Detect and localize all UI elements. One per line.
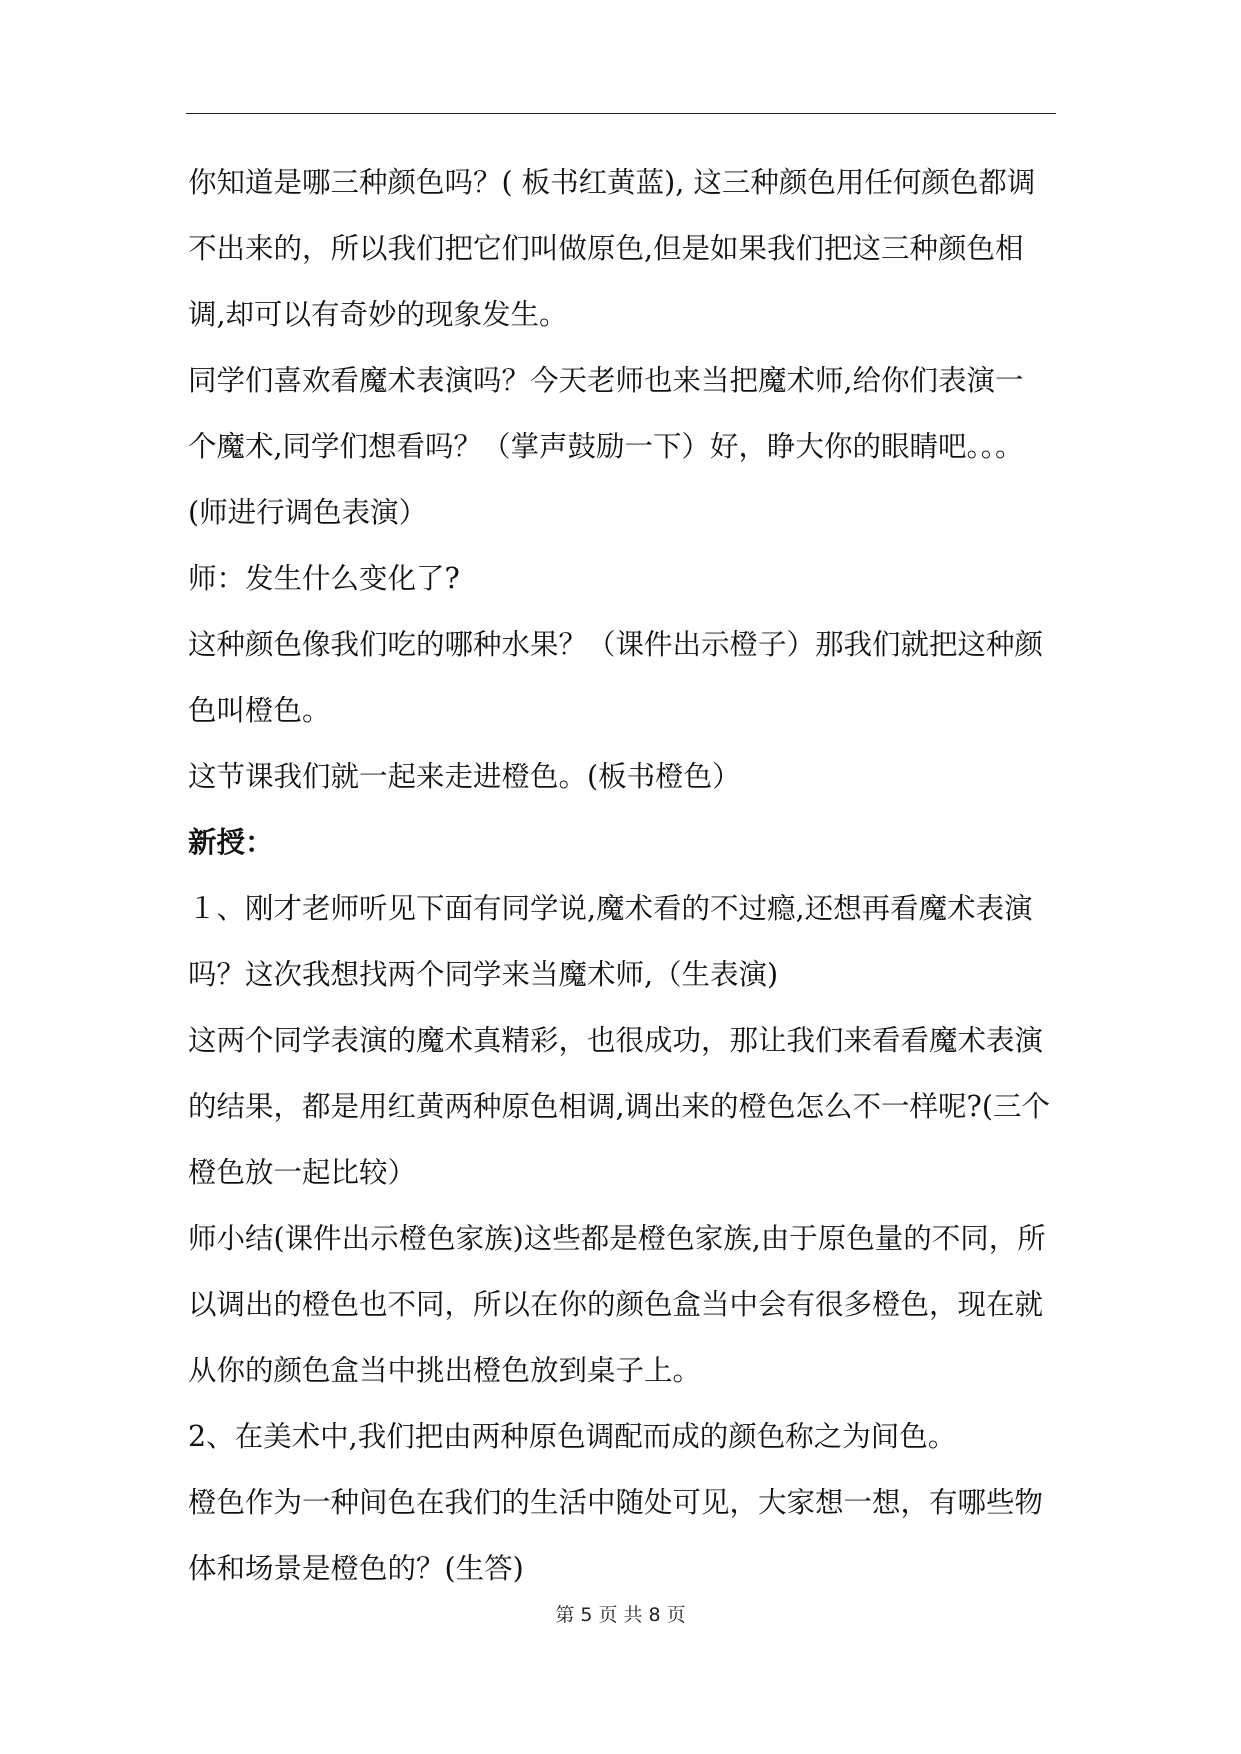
text-line: 不出来的，所以我们把它们叫做原色,但是如果我们把这三种颜色相 bbox=[188, 232, 1024, 265]
section-heading: 新授： bbox=[188, 826, 274, 859]
text-line: 的结果，都是用红黄两种原色相调,调出来的橙色怎么不一样呢?(三个 bbox=[188, 1090, 1050, 1123]
text-line: 这种颜色像我们吃的哪种水果？（课件出示橙子）那我们就把这种颜 bbox=[188, 628, 1044, 661]
text-line: (师进行调色表演） bbox=[188, 496, 428, 529]
text-line: 师：发生什么变化了? bbox=[188, 562, 460, 595]
text-line: 色叫橙色。 bbox=[188, 694, 331, 727]
text-line: 以调出的橙色也不同，所以在你的颜色盒当中会有很多橙色，现在就 bbox=[188, 1288, 1044, 1321]
text-line: 体和场景是橙色的？(生答) bbox=[188, 1552, 524, 1585]
text-line: 师小结(课件出示橙色家族)这些都是橙色家族,由于原色量的不同，所 bbox=[188, 1222, 1046, 1255]
text-line: 从你的颜色盒当中挑出橙色放到桌子上。 bbox=[188, 1354, 702, 1387]
text-line: 这节课我们就一起来走进橙色。(板书橙色） bbox=[188, 760, 741, 793]
text-line: 吗？这次我想找两个同学来当魔术师,（生表演) bbox=[188, 958, 779, 991]
text-line: 2、在美术中,我们把由两种原色调配而成的颜色称之为间色。 bbox=[188, 1420, 957, 1453]
text-line: 这两个同学表演的魔术真精彩，也很成功，那让我们来看看魔术表演 bbox=[188, 1024, 1044, 1057]
text-line: １、刚才老师听见下面有同学说,魔术看的不过瘾,还想再看魔术表演 bbox=[188, 892, 1033, 925]
text-line: 橙色作为一种间色在我们的生活中随处可见，大家想一想，有哪些物 bbox=[188, 1486, 1044, 1519]
text-line: 同学们喜欢看魔术表演吗？今天老师也来当把魔术师,给你们表演一 bbox=[188, 364, 1024, 397]
page-number-footer: 第 5 页 共 8 页 bbox=[555, 1604, 686, 1626]
text-line: 你知道是哪三种颜色吗？( 板书红黄蓝), 这三种颜色用任何颜色都调 bbox=[188, 166, 1036, 199]
text-line: 个魔术,同学们想看吗？（掌声鼓励一下）好，睁大你的眼睛吧。。。 bbox=[188, 430, 1024, 463]
text-line: 橙色放一起比较） bbox=[188, 1156, 417, 1189]
header-rule bbox=[186, 113, 1056, 114]
text-line: 调,却可以有奇妙的现象发生。 bbox=[188, 298, 568, 331]
